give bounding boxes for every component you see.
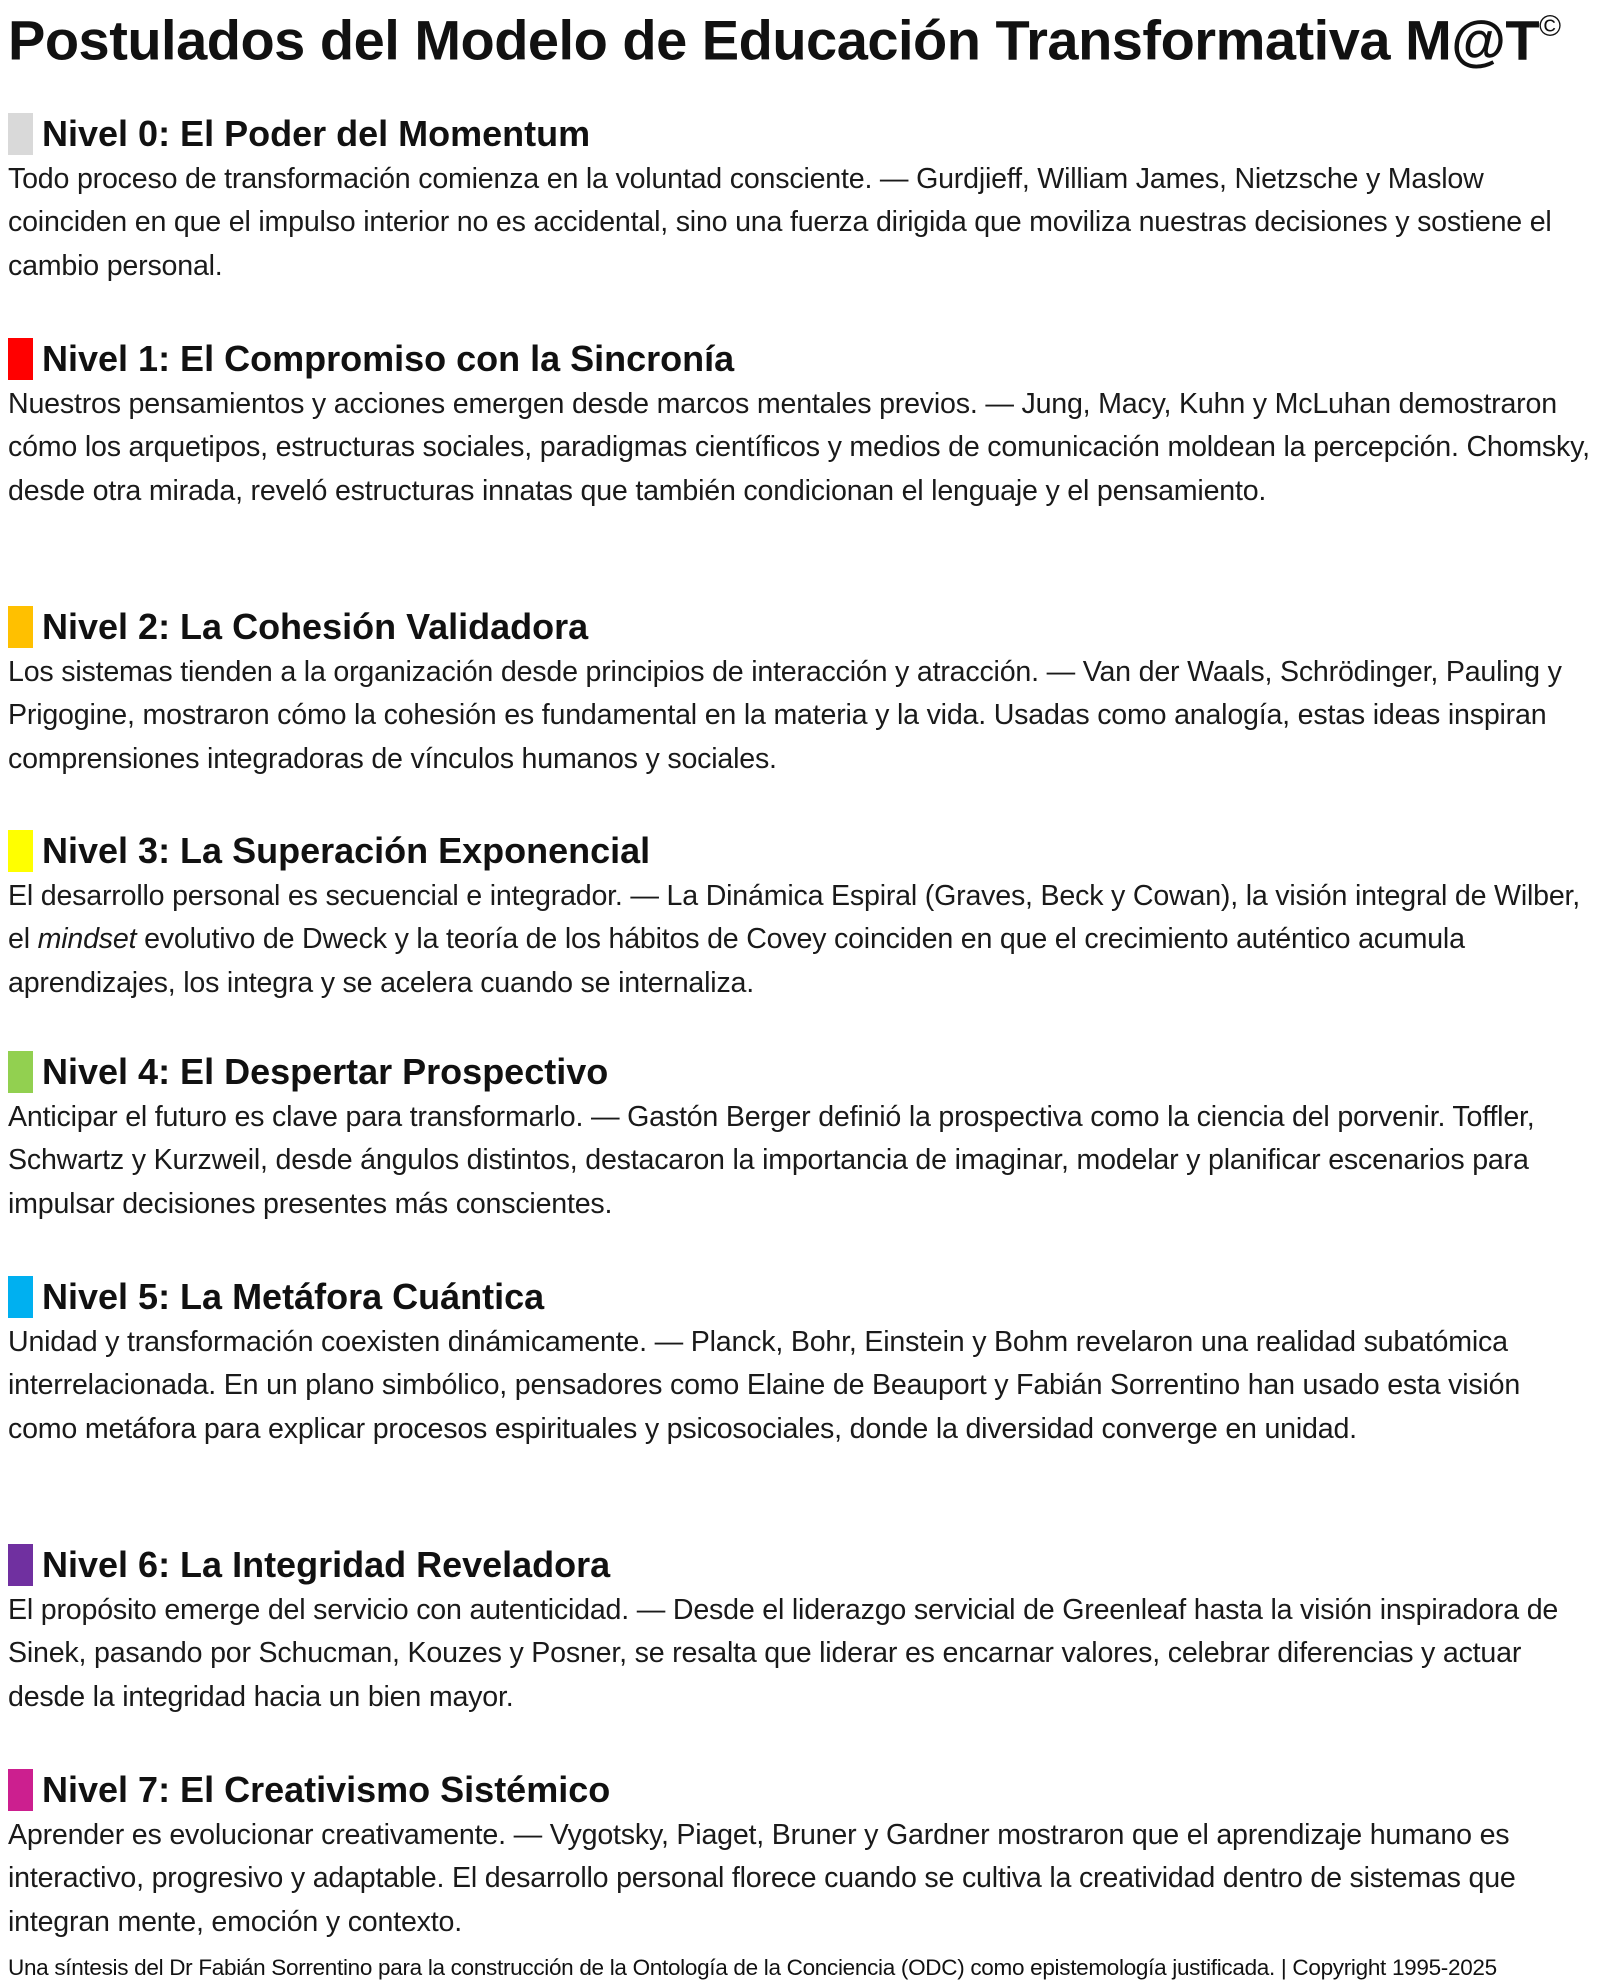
copyright-mark: © <box>1539 10 1561 43</box>
level-7-title: Nivel 7: El Creativismo Sistémico <box>42 1769 611 1810</box>
page-title-text: Postulados del Modelo de Educación Transformativa M@T <box>8 8 1540 72</box>
level-1-heading <box>0 335 1600 383</box>
level-6-heading <box>0 1541 1600 1589</box>
level-0-section <box>0 110 1600 288</box>
level-6-title: Nivel 6: La Integridad Reveladora <box>42 1544 611 1585</box>
level-3-description-part-1: El desarrollo personal es secuencial e integrador. — La Dinámica Espiral (Graves, Beck y Cowan), la visión integral de Wilber, el <box>8 880 1581 956</box>
level-7-section <box>0 1766 1600 1944</box>
level-1-color-swatch <box>8 338 33 380</box>
level-4-title: Nivel 4: El Despertar Prospectivo <box>42 1051 609 1092</box>
level-0-heading <box>0 110 1600 158</box>
level-4-section <box>0 1048 1600 1226</box>
level-2-heading <box>0 603 1600 651</box>
page-title <box>8 0 1561 76</box>
level-2-color-swatch <box>8 606 33 648</box>
level-1-section <box>0 335 1600 513</box>
level-4-description: Anticipar el futuro es clave para transformarlo. — Gastón Berger definió la prospectiva como la ciencia del porvenir. Toffler, Schwartz y Kurzweil, desde ángulos distintos, destacaron la importancia de imaginar, modelar y planificar escenarios para impulsar decisiones presentes más conscientes. <box>8 1101 1535 1220</box>
level-5-section <box>0 1273 1600 1451</box>
level-5-description: Unidad y transformación coexisten dinámicamente. — Planck, Bohr, Einstein y Bohm revelaron una realidad subatómica interrelacionada. En un plano simbólico, pensadores como Elaine de Beauport y Fabián Sorrentino han usado esta visión como metáfora para explicar procesos espirituales y psicosociales, donde la diversidad converge en unidad. <box>8 1326 1521 1445</box>
level-3-description <box>0 875 1593 1005</box>
level-3-section <box>0 827 1600 1005</box>
level-0-description: Todo proceso de transformación comienza en la voluntad consciente. — Gurdjieff, William James, Nietzsche y Maslow coinciden en que el impulso interior no es accidental, sino una fuerza dirigida que moviliza nuestras decisiones y sostiene el cambio personal. <box>8 163 1552 282</box>
level-4-color-swatch <box>8 1051 33 1093</box>
level-2-description: Los sistemas tienden a la organización desde principios de interacción y atracción. — Van der Waals, Schrödinger, Pauling y Prigogine, mostraron cómo la cohesión es fundamental en la materia y la vida. Usadas como analogía, estas ideas inspiran comprensiones integradoras de vínculos humanos y sociales. <box>8 656 1562 775</box>
level-6-color-swatch <box>8 1544 33 1586</box>
level-4-heading <box>0 1048 1600 1096</box>
level-2-section <box>0 603 1600 781</box>
level-5-heading <box>0 1273 1600 1321</box>
level-7-color-swatch <box>8 1769 33 1811</box>
level-3-color-swatch <box>8 830 33 872</box>
level-1-description: Nuestros pensamientos y acciones emergen desde marcos mentales previos. — Jung, Macy, Kuhn y McLuhan demostraron cómo los arquetipos, estructuras sociales, paradigmas científicos y medios de comunicación moldean la percepción. Chomsky, desde otra mirada, reveló estructuras innatas que también condicionan el lenguaje y el pensamiento. <box>8 388 1590 507</box>
level-6-description: El propósito emerge del servicio con autenticidad. — Desde el liderazgo servicial de Greenleaf hasta la visión inspiradora de Sinek, pasando por Schucman, Kouzes y Posner, se resalta que liderar es encarnar valores, celebrar diferencias y actuar desde la integridad hacia un bien mayor. <box>8 1594 1559 1713</box>
level-0-title: Nivel 0: El Poder del Momentum <box>42 113 591 154</box>
level-3-description-part-2: evolutivo de Dweck y la teoría de los hábitos de Covey coinciden en que el crecimiento auténtico acumula aprendizajes, los integra y se acelera cuando se internaliza. <box>8 923 1465 999</box>
level-7-heading <box>0 1766 1600 1814</box>
level-3-description-emphasis: mindset <box>37 923 137 956</box>
footer-credit: Una síntesis del Dr Fabián Sorrentino para la construcción de la Ontología de la Conciencia (ODC) como epistemología justificada. | Copyright 1995-2025 <box>8 1955 1497 1980</box>
level-3-title: Nivel 3: La Superación Exponencial <box>42 830 651 871</box>
level-5-title: Nivel 5: La Metáfora Cuántica <box>42 1276 545 1317</box>
level-6-section <box>0 1541 1600 1719</box>
level-0-color-swatch <box>8 113 33 155</box>
level-1-title: Nivel 1: El Compromiso con la Sincronía <box>42 338 735 379</box>
level-7-description: Aprender es evolucionar creativamente. — Vygotsky, Piaget, Bruner y Gardner mostraron que el aprendizaje humano es interactivo, progresivo y adaptable. El desarrollo personal florece cuando se cultiva la creatividad dentro de sistemas que integran mente, emoción y contexto. <box>8 1819 1516 1938</box>
level-5-color-swatch <box>8 1276 33 1318</box>
level-3-heading <box>0 827 1600 875</box>
level-2-title: Nivel 2: La Cohesión Validadora <box>42 606 589 647</box>
